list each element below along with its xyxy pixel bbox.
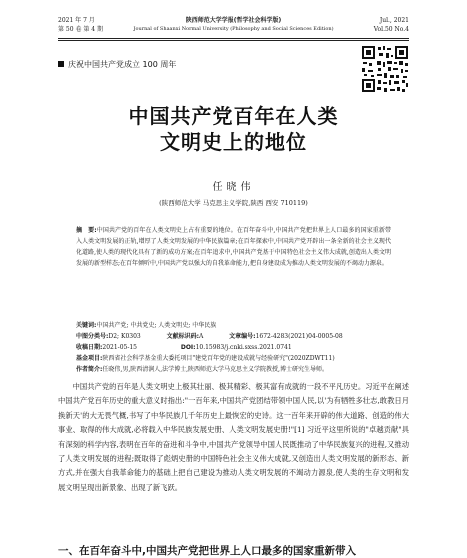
abstract-label: 摘 要: (76, 227, 97, 234)
article-number-label: 文章编号: (229, 333, 256, 340)
issue-month-en: Jul., 2021 (379, 17, 409, 24)
received-label: 收稿日期: (76, 344, 103, 351)
issue-date: 2021 年 7 月 (58, 17, 95, 24)
volume-issue-en: Vol.50 No.4 (373, 26, 409, 33)
clc-label: 中图分类号: (76, 333, 109, 340)
author-affiliation: (陕西师范大学 马克思主义学院,陕西 西安 710119) (159, 199, 308, 207)
article-title-line2: 文明史上的地位 (160, 130, 307, 154)
section-label-text: 庆祝中国共产党成立 100 周年 (68, 60, 177, 69)
received-row (76, 342, 292, 353)
header-rule-thick (58, 38, 409, 39)
journal-name-en: Journal of Shaanxi Normal University (Philosophy and Social Sciences Edition) (133, 26, 334, 32)
clc-value: D2; K0303 (108, 333, 141, 340)
journal-name-cn: 陕西师范大学学报(哲学社会科学版) (185, 17, 282, 24)
fund-text: 陕西省社会科学基金重大委托项目"建党百年党的建设成就与经验研究"(2020ZDWT11) (102, 355, 335, 362)
doc-code-value: A (198, 333, 204, 340)
doc-code-label: 文献标识码: (166, 333, 199, 340)
received-date: 2021-05-15 (102, 344, 137, 351)
volume-issue-cn: 第 50 卷 第 4 期 (58, 26, 103, 33)
qr-code-icon (361, 45, 409, 93)
section-label (58, 59, 176, 70)
doi-label: DOI: (180, 344, 196, 351)
classification-row (76, 331, 343, 342)
keywords-label: 关键词: (76, 322, 97, 329)
abstract (76, 225, 391, 269)
keywords-text: 中国共产党; 中共党史; 人类文明史; 中华民族 (96, 322, 217, 329)
article-title-line1: 中国共产党百年在人类 (128, 104, 339, 128)
header-rule-thin (58, 40, 409, 41)
doi-value: 10.15983/j.cnki.sxss.2021.0741 (195, 344, 292, 351)
author-name: 任晓伟 (212, 182, 255, 193)
fund-label: 基金项目: (76, 355, 103, 362)
section-heading: 一、在百年奋斗中,中国共产党把世界上人口最多的国家重新带入 (58, 545, 356, 557)
abstract-text: 中国共产党的百年在人类文明史上占有重要的地位。在百年奋斗中,中国共产党把世界上人口最多的国家重新带入人类文明发展的正轨,增厚了人类文明发展的中华民族篇章;在百年探索中,中国共产党开辟出一条全新的社会主义现代化道路,使人类的现代化具有了新的成功方案;在百年追求中,中国共产党基于中国特色社会主义伟大成就,创造出人类文明发展的新型样态;在百年倾听中,中国共产党以强大的自我革命能力,把自身建设成为推动人类文明发展的不竭动力源泉。 (76, 227, 391, 267)
issue-date-en (374, 16, 409, 34)
square-bullet-icon (58, 61, 64, 67)
article-number-value: 1672-4283(2021)04-0005-08 (255, 333, 343, 340)
keywords (76, 320, 216, 331)
author-info-label: 作者简介: (76, 366, 103, 373)
journal-name (58, 16, 409, 34)
author-info-row (76, 364, 328, 375)
body-paragraph: 中国共产党的百年是人类文明史上极其壮丽、极其精彩、极其富有成就的一段不平凡历史。习近平在阐述中国共产党百年历史的重大意义时指出:"一百年来,中国共产党团结带领中国人民,以'为有牺牲多壮志,敢教日月换新天'的大无畏气概,书写了中华民族几千年历史上最恢宏的史诗。这一百年来开辟的伟大道路、创造的伟大事业、取得的伟大成就,必将载入中华民族发展史册、人类文明发展史册!"[1] 习近平这里所说的"卓越贡献"具有深刻的科学内容,表明在百年的奋进和斗争中,中国共产党领导中国人民既推动了中华民族复兴的进程,又推动了人类文明发展的进程;既取得了彪炳史册的中国特色社会主义伟大成就,又创造出人类文明发展的新形态、新方式,并在强大自我革命能力的基础上把自己建设为推动人类文明发展的不竭动力源泉,使人类的生存文明和发展文明呈现出新景象、出现了新飞跃。 (58, 382, 409, 492)
fund-row (76, 353, 335, 364)
author-info-text: 任晓伟,男,陕西清涧人,法学博士,陕西师范大学马克思主义学院教授,博士研究生导师。 (102, 366, 328, 373)
